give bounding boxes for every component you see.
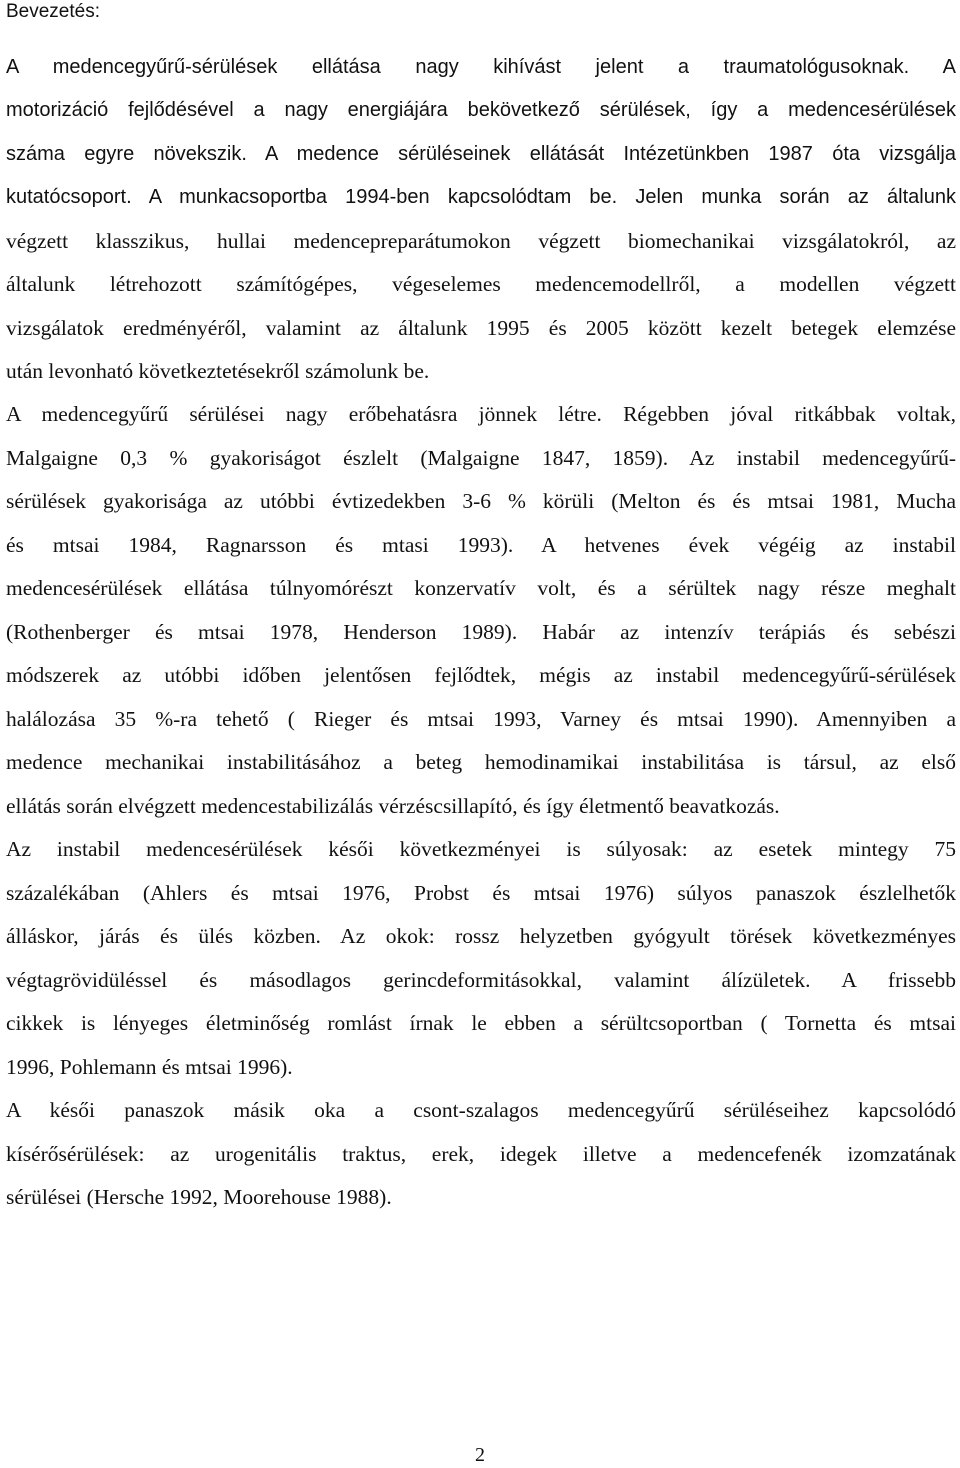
text-line: általunk létrehozott számítógépes, végeselemes medencemodellről, a modellen végzett [6, 272, 956, 296]
text-line: módszerek az utóbbi időben jelentősen fejlődtek, mégis az instabil medencegyűrű-sérülések [6, 663, 956, 687]
text-line: száma egyre növekszik. A medence sérüléseinek ellátását Intézetünkben 1987 óta vizsgálja [6, 143, 956, 165]
text-line: álláskor, járás és ülés közben. Az okok: rossz helyzetben gyógyult törések következményes [6, 924, 956, 948]
text-line: (Rothenberger és mtsai 1978, Henderson 1989). Habár az intenzív terápiás és sebészi [6, 620, 956, 644]
page-number: 2 [475, 1444, 485, 1466]
text-line: sérülései (Hersche 1992, Moorehouse 1988). [6, 1185, 392, 1209]
text-line: A medencegyűrű sérülései nagy erőbehatásra jönnek létre. Régebben jóval ritkábbak voltak, [6, 402, 956, 426]
text-line: Malgaigne 0,3 % gyakoriságot észlelt (Malgaigne 1847, 1859). Az instabil medencegyűrű- [6, 446, 956, 470]
text-line: kutatócsoport. A munkacsoportba 1994-ben kapcsolódtam be. Jelen munka során az általunk [6, 186, 956, 208]
text-line: halálozása 35 %-ra tehető ( Rieger és mtsai 1993, Varney és mtsai 1990). Amennyiben a [6, 707, 956, 731]
text-line: végzett klasszikus, hullai medencepreparátumokon végzett biomechanikai vizsgálatokról, az [6, 229, 956, 253]
text-line: A medencegyűrű-sérülések ellátása nagy kihívást jelent a traumatológusoknak. A [6, 56, 956, 78]
text-line: medencesérülések ellátása túlnyomórészt konzervatív volt, és a sérültek nagy része meghalt [6, 576, 956, 600]
text-line: motorizáció fejlődésével a nagy energiájára bekövetkező sérülések, így a medencesérülések [6, 99, 956, 121]
text-line: ellátás során elvégzett medencestabilizálás vérzéscsillapító, és így életmentő beavatkozás. [6, 794, 780, 818]
text-line: medence mechanikai instabilitásához a beteg hemodinamikai instabilitása is társul, az első [6, 750, 956, 774]
text-line: Az instabil medencesérülések késői következményei is súlyosak: az esetek mintegy 75 [6, 837, 956, 861]
text-line: és mtsai 1984, Ragnarsson és mtasi 1993). A hetvenes évek végéig az instabil [6, 533, 956, 557]
text-line: végtagrövidüléssel és másodlagos gerincdeformitásokkal, valamint álízületek. A frissebb [6, 968, 956, 992]
text-line: sérülések gyakorisága az utóbbi évtizedekben 3-6 % körüli (Melton és és mtsai 1981, Mucha [6, 489, 956, 513]
text-line: százalékában (Ahlers és mtsai 1976, Probst és mtsai 1976) súlyos panaszok észlelhetők [6, 881, 956, 905]
text-line: cikkek is lényeges életminőség romlást írnak le ebben a sérültcsoportban ( Tornetta és mtsai [6, 1011, 956, 1035]
section-heading: Bevezetés: [6, 1, 100, 22]
text-line: kísérősérülések: az urogenitális traktus, erek, idegek illetve a medencefenék izomzatának [6, 1142, 956, 1166]
text-line: 1996, Pohlemann és mtsai 1996). [6, 1055, 293, 1079]
text-line: A késői panaszok másik oka a csont-szalagos medencegyűrű sérüléseihez kapcsolódó [6, 1098, 956, 1122]
text-line: után levonható következtetésekről számolunk be. [6, 359, 430, 383]
text-line: vizsgálatok eredményéről, valamint az általunk 1995 és 2005 között kezelt betegek elemzése [6, 316, 956, 340]
